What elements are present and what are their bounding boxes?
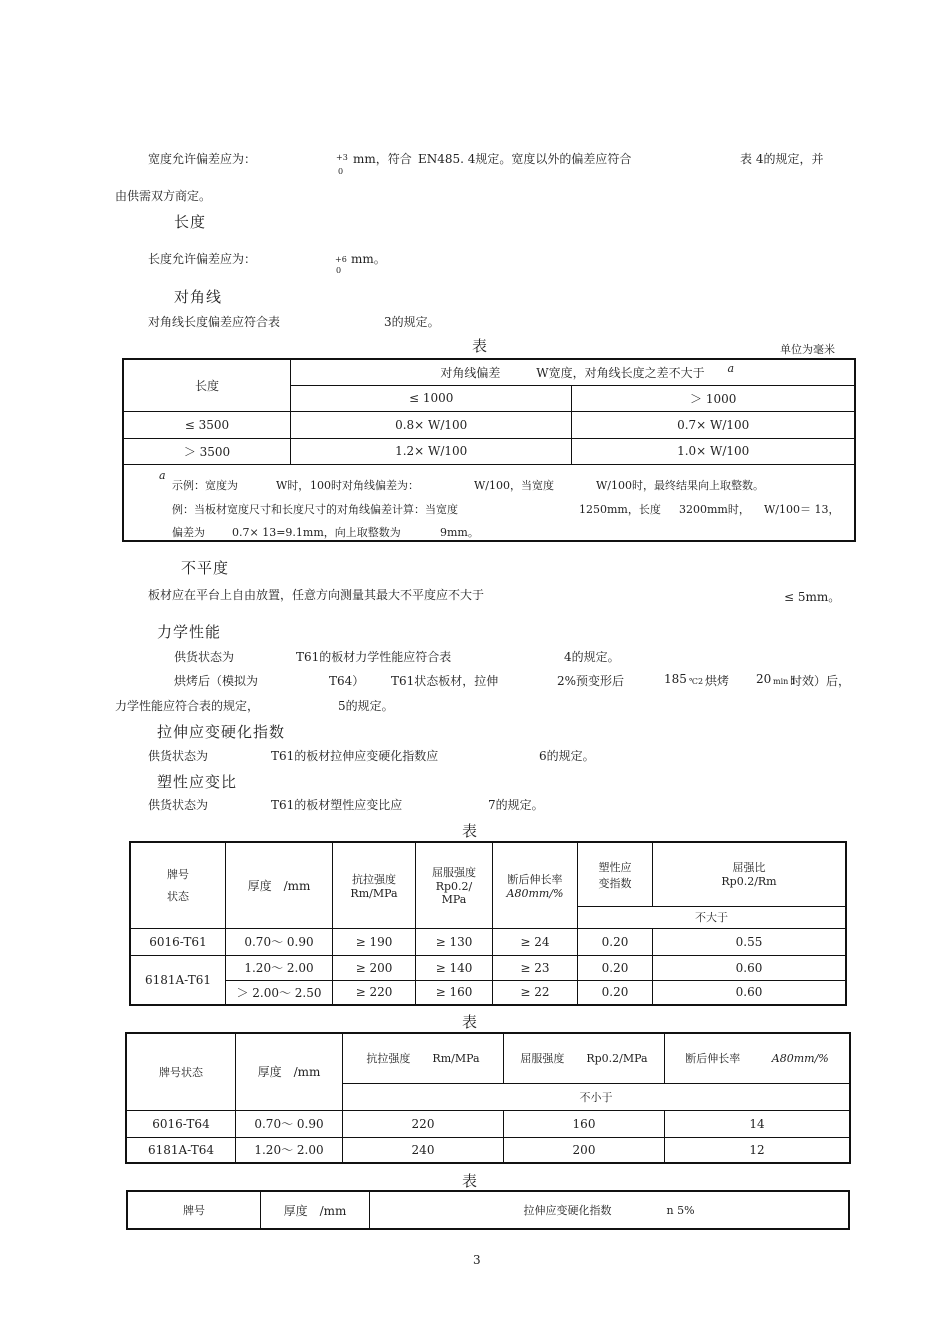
table4-cell: 0.60: [653, 980, 847, 1005]
table6-h2: 厚度 /mm: [261, 1191, 370, 1229]
table3-sub2: ＞ 1000: [572, 385, 855, 411]
table4-h6-line1: 塑性应: [598, 861, 632, 874]
table-row: [130, 980, 846, 1005]
table5-cell: 6016-T64: [126, 1110, 236, 1137]
table4-h4-line2: Rp0.2/: [435, 880, 473, 894]
table5-cell: 6181A-T64: [126, 1137, 236, 1163]
table4-h3-line1: 抗拉强度: [352, 872, 396, 886]
para2-sup: +6: [335, 255, 347, 264]
para1-text-d: 表 4的规定，并: [740, 152, 824, 166]
table5-h5a: 断后伸长率: [685, 1052, 741, 1066]
table5-cell: 12: [665, 1137, 851, 1163]
para6-text-f: 烘烤: [705, 674, 730, 688]
table6-h3: 拉伸应变硬化指数 n 5%: [370, 1191, 850, 1229]
para1-text-b: mm，符合: [353, 152, 412, 166]
para5-text-c: 4的规定。: [564, 650, 620, 664]
para6-text-h: 时效）后，: [790, 674, 851, 688]
table4-cell: 0.20: [578, 928, 653, 955]
para3-text-b: 3的规定。: [384, 315, 440, 329]
table5-cell: 240: [343, 1137, 504, 1163]
table3-cell: 1.2× W/100: [291, 438, 572, 464]
table-row: [126, 1110, 850, 1137]
table4-cell: 6016-T61: [130, 928, 226, 955]
table3-note2c: 3200mm时，: [679, 502, 750, 516]
table4-h3-line2: Rm/MPa: [350, 886, 398, 900]
table5-h3: 抗拉强度 Rm/MPa: [343, 1033, 504, 1083]
table4-h6: [578, 842, 653, 906]
table5-cell: 200: [504, 1137, 665, 1163]
table4-h5-line1: 断后伸长率: [507, 872, 563, 886]
table4-cell: ≥ 160: [416, 980, 493, 1005]
table3-cell: ≤ 3500: [123, 411, 291, 438]
para1-text-c: EN485. 4规定。宽度以外的偏差应符合: [418, 152, 632, 166]
heading-diagonal: 对角线: [174, 288, 223, 306]
table4-h7-line1: 屈强比: [732, 861, 766, 874]
heading-length: 长度: [174, 213, 207, 231]
table5: [125, 1032, 851, 1164]
table3-note: [123, 464, 855, 541]
table5-h5b: A80mm/%: [771, 1052, 829, 1066]
table4-cell: 0.70～ 0.90: [226, 928, 333, 955]
para4-text-a: 板材应在平台上自由放置，任意方向测量其最大不平度应不大于: [148, 588, 485, 602]
table3-note3c: 9mm。: [440, 525, 479, 539]
table4-cell: ≥ 200: [333, 955, 416, 980]
table3-group-label2: W宽度，对角线长度之差不大于: [536, 365, 705, 380]
table4-cell: ≥ 23: [493, 955, 578, 980]
table3-note2a: 例：当板材宽度尺寸和长度尺寸的对角线偏差计算：当宽度: [172, 502, 458, 516]
para6-sub-e: ℃2: [689, 677, 704, 686]
heading-r-value: 塑性应变比: [157, 773, 238, 791]
table4-h4-line1: 屈服强度: [432, 866, 476, 880]
table4-cell: 0.20: [578, 980, 653, 1005]
table4-h7: [653, 842, 847, 906]
table4-h1: [130, 842, 226, 928]
table6-h1: 牌号: [127, 1191, 261, 1229]
table3-note1d: W/100，当宽度: [474, 478, 555, 492]
para3-text-a: 对角线长度偏差应符合表: [148, 315, 281, 329]
table4-cell: ≥ 130: [416, 928, 493, 955]
table3-note1c: 100时对角线偏差为：: [310, 478, 419, 492]
table3-cell: 0.8× W/100: [291, 411, 572, 438]
table4: [129, 841, 847, 1006]
table3-note2d: W/100＝ 13，: [764, 502, 840, 516]
table3-note-marker: a: [159, 468, 166, 482]
para7-text-a: 供货状态为: [148, 749, 209, 763]
table4-caption: 表: [462, 822, 479, 840]
table3: [122, 358, 856, 542]
table3-cell: 1.0× W/100: [572, 438, 855, 464]
table4-cell: 0.20: [578, 955, 653, 980]
para1-sub: 0: [338, 167, 344, 176]
table4-cell: ≥ 22: [493, 980, 578, 1005]
table4-cell: 1.20～ 2.00: [226, 955, 333, 980]
table-row: [130, 928, 846, 955]
para4-text-b: ≤ 5mm。: [784, 590, 841, 604]
table3-group-header: [291, 359, 856, 385]
table3-col1-header: 长度: [123, 359, 291, 411]
table5-h1: 牌号状态: [126, 1033, 236, 1110]
para6-line2a: 力学性能应符合表的规定，: [115, 699, 260, 713]
table3-note2b: 1250mm，长度: [579, 502, 661, 516]
para8-text-a: 供货状态为: [148, 798, 209, 812]
table3-note1a: 示例：宽度为: [172, 478, 238, 492]
table4-cell: ≥ 220: [333, 980, 416, 1005]
table5-caption: 表: [462, 1013, 479, 1031]
table3-sub1: ≤ 1000: [291, 385, 572, 411]
heading-n-value: 拉伸应变硬化指数: [157, 723, 286, 741]
table-row: [130, 955, 846, 980]
table4-cell: ≥ 24: [493, 928, 578, 955]
para6-text-g: 20: [756, 672, 772, 686]
table3-note1e: W/100时，最终结果向上取整数。: [596, 478, 765, 492]
table3-note3b: 0.7× 13=9.1mm，向上取整数为: [232, 525, 401, 539]
para5-text-b: T61的板材力学性能应符合表: [296, 650, 452, 664]
table6: [126, 1190, 850, 1230]
table3-caption: 表: [472, 337, 489, 355]
para8-text-c: 7的规定。: [488, 798, 544, 812]
table3-unit: 单位为毫米: [780, 343, 835, 356]
table5-cell: 1.20～ 2.00: [236, 1137, 343, 1163]
para6-text-c: T61状态板材，拉伸: [391, 674, 499, 688]
table4-h7-line2: Rp0.2/Rm: [721, 875, 777, 888]
para1-line2: 由供需双方商定。: [115, 189, 212, 203]
para1-text-a: 宽度允许偏差应为：: [148, 152, 257, 166]
para6-line2b: 5的规定。: [338, 699, 394, 713]
table-row: [123, 438, 855, 464]
table5-cell: 220: [343, 1110, 504, 1137]
table-row: [126, 1137, 850, 1163]
table5-h5: [665, 1033, 851, 1083]
para6-sub-g: min 1: [773, 677, 796, 686]
page-number: 3: [473, 1253, 481, 1267]
table5-h4: 屈服强度 Rp0.2/MPa: [504, 1033, 665, 1083]
para2-text-b: mm。: [351, 252, 386, 266]
table4-h6-line2: 变指数: [598, 877, 632, 890]
table3-group-label: 对角线偏差: [440, 365, 501, 380]
table5-sub: 不小于: [343, 1083, 851, 1110]
para6-text-b: T64）: [329, 674, 365, 688]
table4-h1-line1: 牌号: [167, 868, 189, 882]
para6-text-e: 185: [664, 672, 687, 686]
table5-h2: 厚度 /mm: [236, 1033, 343, 1110]
table4-h4-line3: MPa: [441, 893, 467, 907]
table4-h4: [416, 842, 493, 928]
table3-footnote-marker: a: [727, 362, 734, 375]
para6-text-d: 2%预变形后: [557, 674, 625, 688]
table4-h5-line2: A80mm/%: [506, 886, 564, 900]
table4-sub: 不大于: [578, 906, 847, 928]
table6-caption: 表: [462, 1172, 479, 1190]
table-row: [123, 411, 855, 438]
para1-sup: +3: [336, 153, 348, 162]
table4-cell: 6181A-T61: [130, 955, 226, 1005]
table4-cell: ≥ 140: [416, 955, 493, 980]
table5-cell: 160: [504, 1110, 665, 1137]
table5-cell: 14: [665, 1110, 851, 1137]
table5-cell: 0.70～ 0.90: [236, 1110, 343, 1137]
para7-text-b: T61的板材拉伸应变硬化指数应: [271, 749, 439, 763]
table4-h3: [333, 842, 416, 928]
table4-h1-line2: 状态: [167, 890, 189, 904]
para7-text-c: 6的规定。: [539, 749, 595, 763]
para8-text-b: T61的板材塑性应变比应: [271, 798, 403, 812]
table4-h5: [493, 842, 578, 928]
table4-cell: ≥ 190: [333, 928, 416, 955]
table4-cell: ＞ 2.00～ 2.50: [226, 980, 333, 1005]
table4-cell: 0.55: [653, 928, 847, 955]
table4-h2: 厚度 /mm: [226, 842, 333, 928]
table3-note1b: W时，: [276, 478, 310, 492]
table3-note3a: 偏差为: [172, 525, 205, 539]
heading-flatness: 不平度: [181, 559, 230, 577]
table4-cell: 0.60: [653, 955, 847, 980]
para2-text-a: 长度允许偏差应为：: [148, 252, 257, 266]
heading-mechanical: 力学性能: [157, 623, 222, 641]
para5-text-a: 供货状态为: [174, 650, 235, 664]
table3-cell: 0.7× W/100: [572, 411, 855, 438]
table3-cell: ＞ 3500: [123, 438, 291, 464]
para6-text-a: 烘烤后（模拟为: [174, 674, 259, 688]
para2-sub: 0: [336, 266, 342, 275]
